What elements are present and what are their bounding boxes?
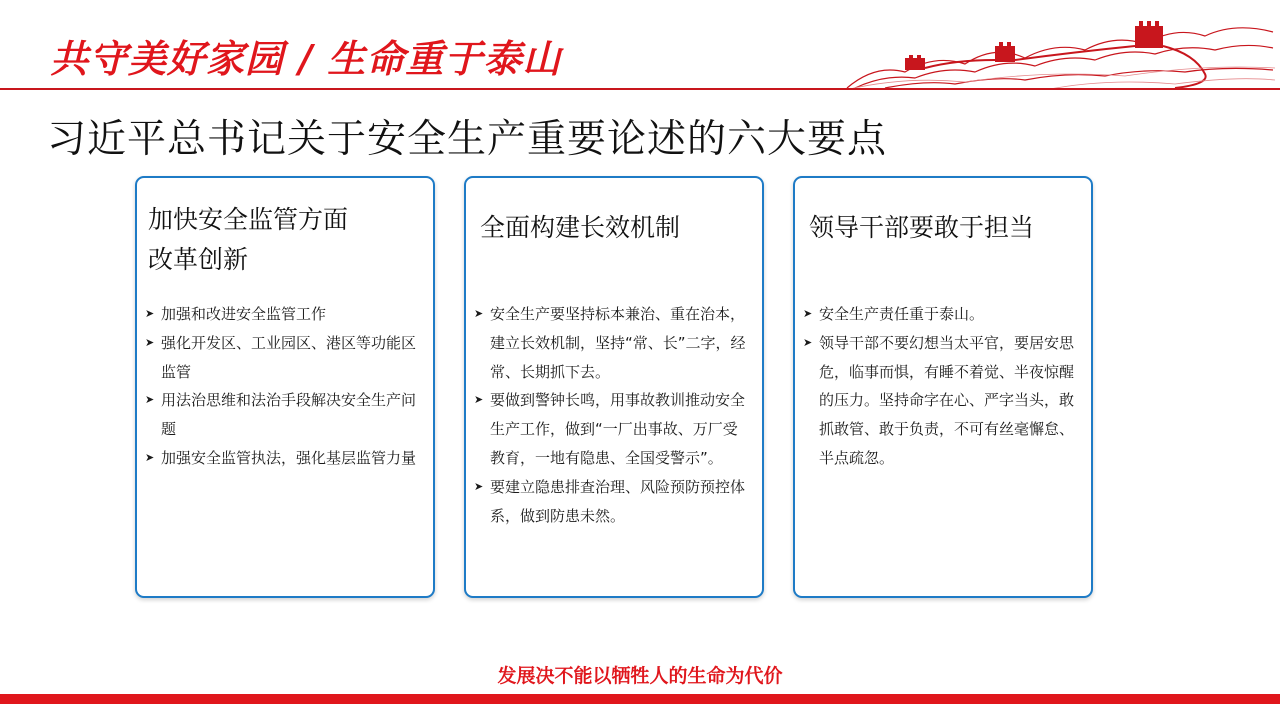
arrowhead-bullet-icon: ➤ bbox=[145, 393, 155, 407]
footer-bar bbox=[0, 694, 1280, 704]
footer-slogan: 发展决不能以牺牲人的生命为代价 bbox=[497, 665, 783, 687]
list-item-text: 用法治思维和法治手段解决安全生产问题 bbox=[161, 391, 417, 439]
header-divider bbox=[0, 88, 1280, 90]
card-heading-line: 改革创新 bbox=[148, 245, 249, 274]
list-item-text: 领导干部不要幻想当太平官，要居安思危，临事而惧，有睡不着觉、半夜惊醒的压力。坚持命字在心、严字当头，敢抓敢管、敢于负责，不可有丝毫懈怠、半点疏忽。 bbox=[819, 333, 1075, 467]
list-item-text: 要做到警钟长鸣，用事故教训推动安全生产工作，做到“一厂出事故、万厂受教育，一地有隐患、全国受警示”。 bbox=[490, 391, 746, 467]
header-slogan: 共守美好家园 / 生命重于泰山 bbox=[50, 36, 562, 81]
list-item bbox=[145, 386, 421, 444]
list-item-text: 要建立隐患排查治理、风险预防预控体系，做到防患未然。 bbox=[490, 477, 746, 525]
card-heading bbox=[148, 200, 419, 280]
arrowhead-bullet-icon: ➤ bbox=[803, 335, 813, 349]
arrowhead-bullet-icon: ➤ bbox=[803, 307, 813, 320]
great-wall-icon bbox=[845, 14, 1275, 90]
card-bullet-list bbox=[803, 300, 1079, 473]
list-item bbox=[474, 386, 750, 472]
arrowhead-bullet-icon: ➤ bbox=[145, 450, 155, 464]
list-item bbox=[474, 300, 750, 386]
list-item bbox=[803, 329, 1079, 473]
arrowhead-bullet-icon: ➤ bbox=[474, 479, 484, 493]
card-regulation-reform bbox=[135, 176, 435, 598]
list-item-text: 强化开发区、工业园区、港区等功能区监管 bbox=[161, 333, 417, 381]
card-bullet-list bbox=[145, 300, 421, 473]
list-item-text: 安全生产责任重于泰山。 bbox=[819, 305, 985, 323]
card-long-term-mechanism bbox=[464, 176, 764, 598]
card-heading-line: 加快安全监管方面 bbox=[148, 205, 349, 234]
list-item bbox=[145, 444, 421, 473]
card-heading: 领导干部要敢于担当 bbox=[809, 213, 1035, 242]
list-item-text: 加强安全监管执法，强化基层监管力量 bbox=[161, 448, 417, 467]
card-leader-responsibility bbox=[793, 176, 1093, 598]
arrowhead-bullet-icon: ➤ bbox=[474, 307, 484, 320]
list-item bbox=[803, 300, 1079, 329]
list-item bbox=[474, 473, 750, 531]
card-heading: 全面构建长效机制 bbox=[480, 213, 681, 242]
list-item-text: 加强和改进安全监管工作 bbox=[161, 305, 327, 323]
arrowhead-bullet-icon: ➤ bbox=[474, 393, 484, 407]
arrowhead-bullet-icon: ➤ bbox=[145, 335, 155, 349]
arrowhead-bullet-icon: ➤ bbox=[145, 307, 155, 320]
page-title: 习近平总书记关于安全生产重要论述的六大要点 bbox=[47, 117, 888, 162]
list-item-text: 安全生产要坚持标本兼治、重在治本，建立长效机制，坚持“常、长”二字，经常、长期抓下去。 bbox=[490, 305, 746, 381]
list-item bbox=[145, 300, 421, 329]
list-item bbox=[145, 329, 421, 387]
card-bullet-list bbox=[474, 300, 750, 530]
